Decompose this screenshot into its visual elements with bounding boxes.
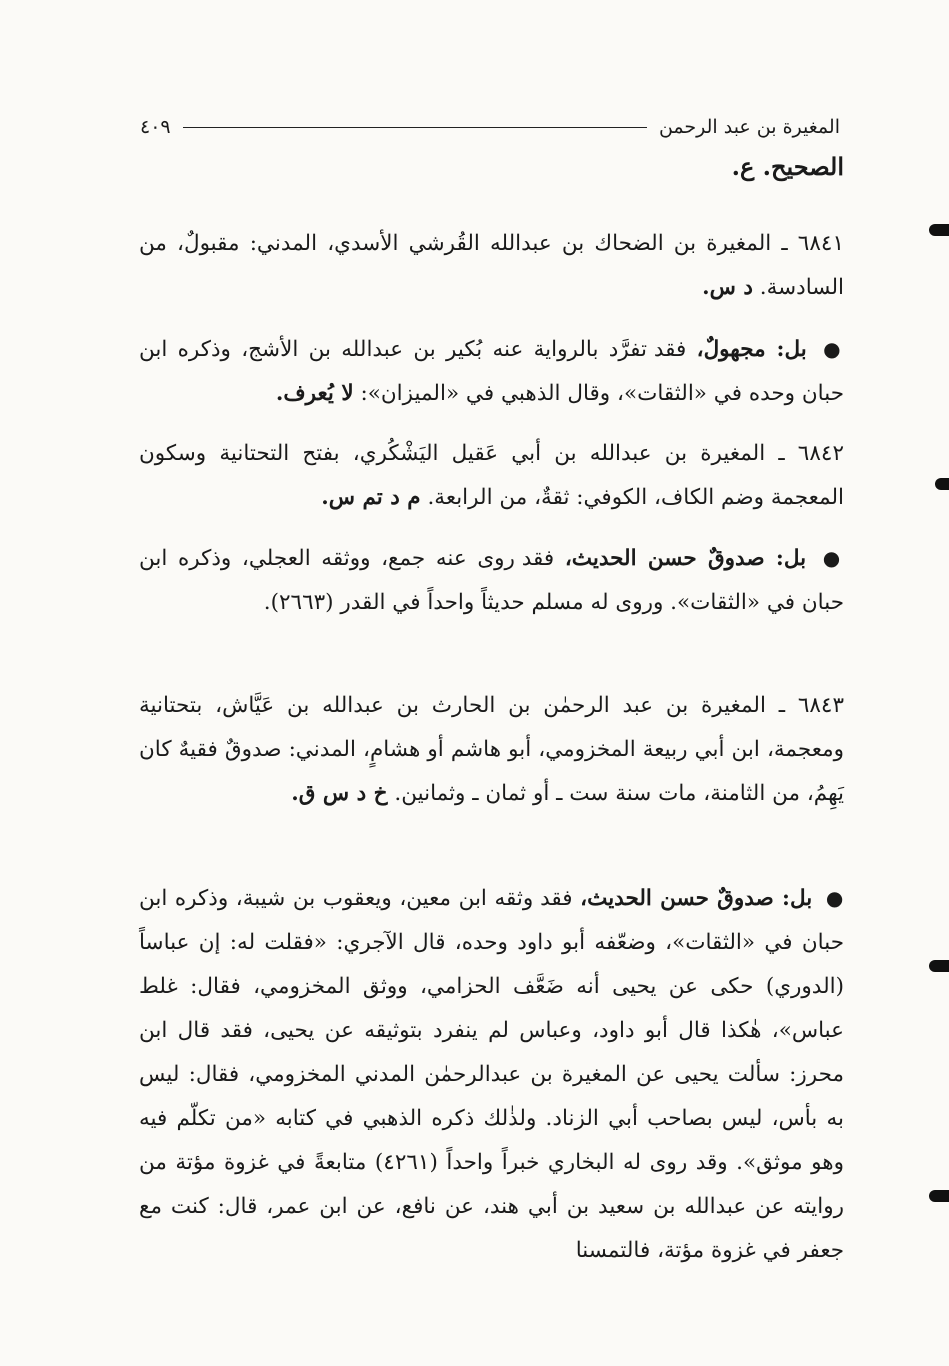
edge-mark bbox=[929, 224, 949, 236]
entry-body: المغيرة بن عبدالله بن أبي عَقيل اليَشْكُري، بفتح التحتانية وسكون المعجمة وضم الكاف، الكوفي: ثقةٌ، من الرابعة. bbox=[139, 441, 844, 510]
entry-symbols: خ د س ق. bbox=[291, 781, 388, 806]
comment-lead: بل: صدوقٌ حسن الحديث، bbox=[564, 546, 807, 571]
entry-text: ٦٨٤١ ـ المغيرة بن الضحاك بن عبدالله القُرشي الأسدي، المدني: مقبولٌ، من السادسة. د س. bbox=[139, 231, 844, 300]
entry-symbols: م د تم س. bbox=[321, 485, 421, 510]
comment-6841 bbox=[139, 327, 844, 416]
carry-over-text: الصحيح. ع. bbox=[731, 152, 844, 181]
entry-6842 bbox=[139, 432, 844, 520]
comment-text bbox=[139, 536, 844, 625]
bullet-icon: ● bbox=[825, 886, 845, 910]
running-header bbox=[140, 112, 840, 142]
entry-6841 bbox=[139, 222, 844, 310]
entry-6843 bbox=[139, 684, 844, 816]
entry-body: المغيرة بن عبد الرحمٰن بن الحارث بن عبدالله بن عَيَّاش، بتحتانية ومعجمة، ابن أبي ربيعة المخزومي، أبو هاشم أو هشامٍ، المدني: صدوقٌ فقيهٌ كان يَهِمُ، من الثامنة، مات سنة ست ـ أو ثمان ـ وثمانين. bbox=[139, 693, 844, 806]
page-number: ٤٠٩ bbox=[140, 116, 171, 138]
entry-symbols: د س. bbox=[702, 275, 753, 300]
comment-lead: بل: صدوقٌ حسن الحديث، bbox=[580, 886, 813, 911]
comment-lead: بل: مجهولٌ، bbox=[696, 337, 807, 362]
running-title: المغيرة بن عبد الرحمن bbox=[658, 116, 840, 138]
edge-mark bbox=[929, 1190, 949, 1202]
comment-6842 bbox=[139, 536, 844, 625]
bullet-icon: ● bbox=[822, 546, 844, 570]
comment-body: فقد روى عنه جمع، ووثقه العجلي، وذكره ابن حبان في «الثقات». وروى له مسلم حديثاً واحداً في القدر (٢٦٦٣). bbox=[139, 546, 844, 615]
entry-number: ٦٨٤٣ bbox=[797, 693, 845, 718]
header-rule bbox=[183, 127, 647, 128]
edge-mark bbox=[929, 960, 949, 972]
edge-mark bbox=[935, 478, 949, 490]
entry-number: ٦٨٤٢ bbox=[797, 441, 844, 466]
bullet-icon: ● bbox=[823, 337, 844, 361]
entry-text: ٦٨٤٣ ـ المغيرة بن عبد الرحمٰن بن الحارث بن عبدالله بن عَيَّاش، بتحتانية ومعجمة، ابن أبي ربيعة المخزومي، أبو هاشم أو هشامٍ، المدني: صدوقٌ فقيهٌ كان يَهِمُ، من الثامنة، مات سنة ست ـ أو ثمان ـ وثمانين. خ د س ق. bbox=[139, 693, 845, 806]
entry-number: ٦٨٤١ bbox=[797, 231, 844, 256]
comment-6843 bbox=[139, 876, 844, 1273]
comment-end: لا يُعرف. bbox=[275, 381, 354, 406]
entry-body: المغيرة بن الضحاك بن عبدالله القُرشي الأسدي، المدني: مقبولٌ، من السادسة. bbox=[139, 231, 844, 300]
comment-text bbox=[139, 876, 844, 1273]
comment-body: فقد تفرَّد بالرواية عنه بُكير بن عبدالله بن الأشج، وذكره ابن حبان وحده في «الثقات»، وقال الذهبي في «الميزان»: bbox=[139, 337, 844, 406]
comment-body: فقد وثقه ابن معين، ويعقوب بن شيبة، وذكره ابن حبان في «الثقات»، وضعّفه أبو داود وحده، قال الآجري: «فقلت له: إن عباساً (الدوري) حكى عن يحيى أنه ضَعَّف الحزامي، ووثق المخزومي، فقال: غلط عباس»، هٰكذا قال أبو داود، وعباس لم ينفرد بتوثيقه عن يحيى، فقد قال ابن محرز: سألت يحيى عن المغيرة بن عبدالرحمٰن المدني المخزومي، فقال: ليس به بأس، ليس بصاحب أبي الزناد. ولذٰلك ذكره الذهبي في كتابه «من تكلّم فيه وهو موثق». وقد روى له البخاري خبراً واحداً (٤٢٦١) متابعةً في غزوة مؤتة من روايته عن عبدالله بن سعيد بن أبي هند، عن نافع، عن ابن عمر، قال: كنت مع جعفر في غزوة مؤتة، فالتمسنا bbox=[139, 886, 844, 1263]
entry-text: ٦٨٤٢ ـ المغيرة بن عبدالله بن أبي عَقيل اليَشْكُري، بفتح التحتانية وسكون المعجمة وضم الكاف، الكوفي: ثقةٌ، من الرابعة. م د تم س. bbox=[139, 441, 844, 510]
comment-text bbox=[139, 327, 844, 416]
